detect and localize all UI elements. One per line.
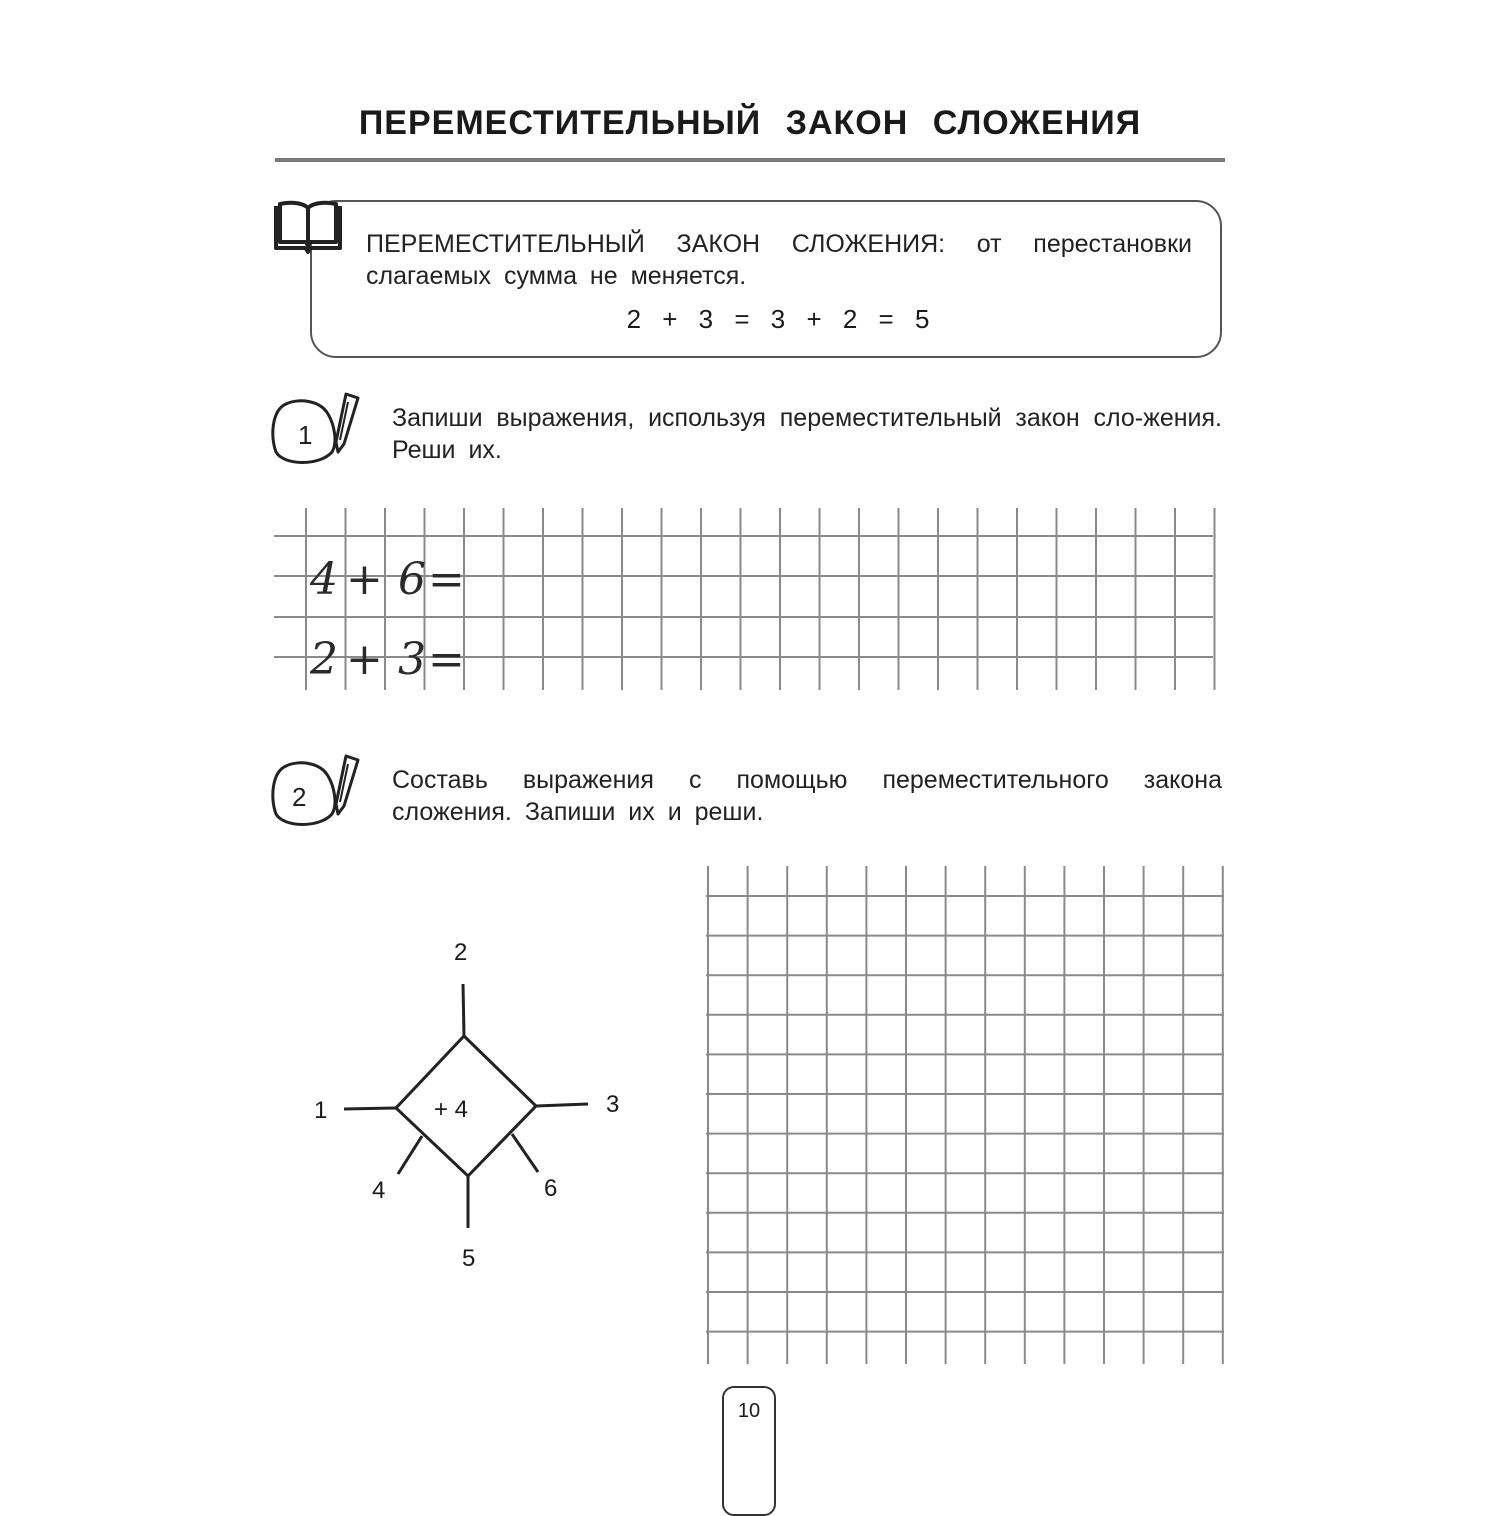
task-1-icon xyxy=(268,390,364,470)
task-2-number: 2 xyxy=(292,782,307,812)
expression-operand-b: 6 xyxy=(398,554,426,605)
diagram-number-left: 1 xyxy=(314,1097,328,1124)
addition-diagram xyxy=(300,930,660,1270)
task-2-text: Составь выражения с помощью переместительного закона сложения. Запиши их и реши. xyxy=(392,766,1222,826)
diagram-number-bottom-left: 4 xyxy=(372,1177,386,1204)
pencil-icon xyxy=(336,394,358,452)
diagram-center-label: + 4 xyxy=(434,1096,469,1123)
task-2-icon xyxy=(268,752,364,832)
expression-operand-a: 4 xyxy=(310,554,338,605)
rule-text: ПЕРЕМЕСТИТЕЛЬНЫЙ ЗАКОН СЛОЖЕНИЯ: от перестановки слагаемых сумма не меняется. xyxy=(366,230,1192,290)
page-title: ПЕРЕМЕСТИТЕЛЬНЫЙ ЗАКОН СЛОЖЕНИЯ xyxy=(358,104,1142,142)
diagram-number-right: 3 xyxy=(606,1091,620,1118)
task-1-grid[interactable] xyxy=(270,508,1220,693)
task-2-answer-grid[interactable] xyxy=(700,866,1228,1366)
task-1-number: 1 xyxy=(298,420,313,450)
diagram-number-bottom-right: 6 xyxy=(544,1175,558,1202)
diagram-number-top: 2 xyxy=(454,939,468,966)
expression-equals: = xyxy=(428,554,465,605)
pencil-icon xyxy=(336,756,358,814)
page-number: 10 xyxy=(722,1386,776,1516)
expression-operand-b: 3 xyxy=(398,634,426,685)
rule-example: 2 + 3 = 3 + 2 = 5 xyxy=(626,304,932,334)
expression-operator: + xyxy=(346,554,383,605)
diagram-number-bottom: 5 xyxy=(462,1245,476,1270)
expression-operator: + xyxy=(346,634,383,685)
task-1-text: Запиши выражения, используя переместительный закон сло-жения. Реши их. xyxy=(392,404,1222,464)
expression-equals: = xyxy=(428,634,465,685)
expression-operand-a: 2 xyxy=(310,634,338,685)
title-divider xyxy=(275,158,1225,162)
book-icon xyxy=(270,200,346,256)
